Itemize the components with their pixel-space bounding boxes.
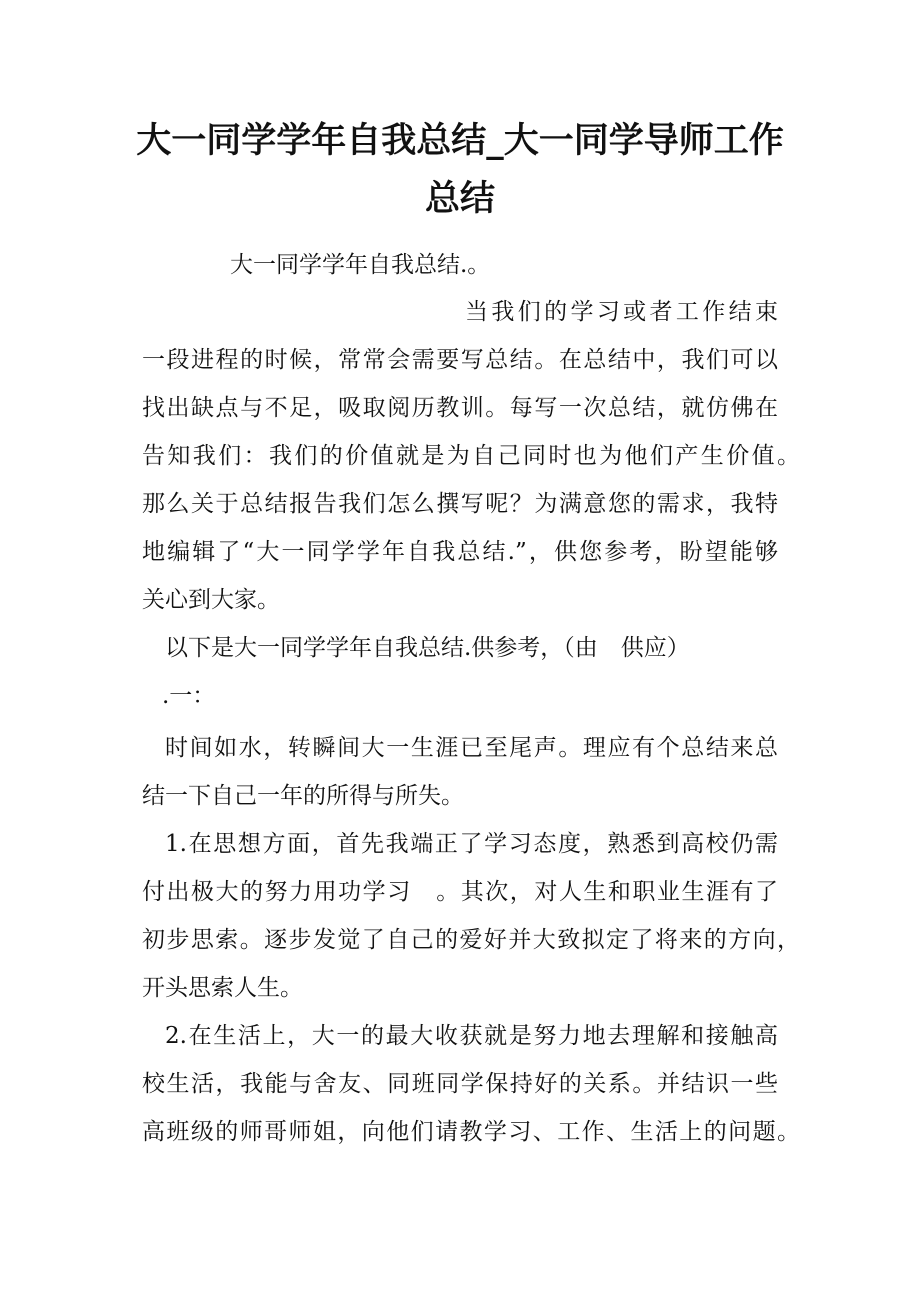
document-title-line-2: 总结 bbox=[424, 179, 495, 219]
body-line: 时间如水，转瞬间大一生涯已至尾声。理应有个总结来总 bbox=[165, 735, 778, 761]
body-line: 地编辑了“大一同学学年自我总结.”，供您参考，盼望能够 bbox=[142, 539, 778, 565]
body-line: 告知我们：我们的价值就是为自己同时也为他们产生价值。 bbox=[142, 443, 800, 469]
body-line: 找出缺点与不足，吸取阅历教训。每写一次总结，就仿佛在 bbox=[142, 395, 778, 421]
body-line: 初步思索。逐步发觉了自己的爱好并大致拟定了将来的方向， bbox=[142, 927, 800, 953]
list-item-1-line: 1.在思想方面，首先我端正了学习态度，熟悉到高校仍需 bbox=[165, 831, 778, 857]
body-line: 结一下自己一年的所得与所失。 bbox=[142, 783, 464, 809]
document-title-line-1: 大一同学学年自我总结_大一同学导师工作 bbox=[136, 121, 784, 161]
body-line: 以下是大一同学学年自我总结.供参考，（由 供应） bbox=[165, 635, 690, 661]
body-line: 那么关于总结报告我们怎么撰写呢？为满意您的需求，我特 bbox=[142, 491, 778, 517]
body-line: 开头思索人生。 bbox=[142, 975, 303, 1001]
body-line: 付出极大的努力用功学习 。其次，对人生和职业生涯有了 bbox=[142, 879, 778, 905]
body-line: 关心到大家。 bbox=[142, 587, 280, 613]
list-item-2-line: 2.在生活上，大一的最大收获就是努力地去理解和接触高 bbox=[165, 1023, 778, 1049]
body-line: 一段进程的时候，常常会需要写总结。在总结中，我们可以 bbox=[142, 347, 778, 373]
body-line: 校生活，我能与舍友、同班同学保持好的关系。并结识一些 bbox=[142, 1071, 778, 1097]
body-line: 当我们的学习或者工作结束 bbox=[465, 299, 778, 325]
body-line: 高班级的师哥师姐，向他们请教学习、工作、生活上的问题。 bbox=[142, 1119, 800, 1145]
section-heading: .一： bbox=[162, 683, 216, 709]
subtitle-line: 大一同学学年自我总结.。 bbox=[230, 252, 491, 278]
